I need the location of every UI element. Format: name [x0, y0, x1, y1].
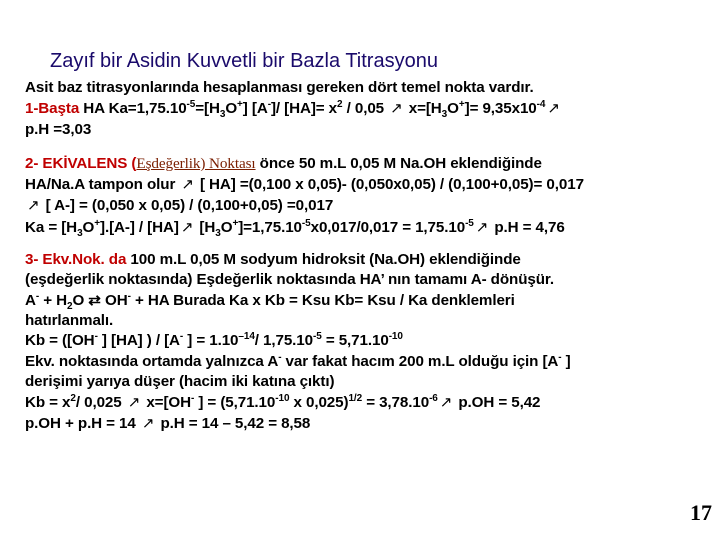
step3-line1: 3- Ekv.Nok. da 100 m.L 0,05 M sodyum hidroksit (Na.OH) eklendiğinde [25, 251, 521, 269]
step2-label: 2- EKİVALENS ( [25, 154, 137, 172]
arrow-icon [440, 392, 452, 412]
step2-line1: 2- EKİVALENS (Eşdeğerlik) Noktası önce 50 m.L 0,05 M Na.OH eklendiğinde [25, 154, 542, 172]
arrow-icon [390, 98, 402, 118]
step2-line2: HA/Na.A tampon olur ↗ [ HA] =(0,100 x 0,05)- (0,050x0,05) / (0,100+0,05)= 0,017 [25, 174, 715, 195]
step2-line3: ↗ [ A-] = (0,050 x 0,05) / (0,100+0,05) =0,017 [25, 195, 715, 216]
slide-title: Zayıf bir Asidin Kuvvetli bir Bazla Titrasyonu [50, 50, 438, 72]
arrow-icon [27, 195, 39, 215]
step3-line9: p.OH + p.H = 14 ↗ p.H = 14 – 5,42 = 8,58 [25, 413, 715, 434]
step3-line8: $Kb = x^2/$ 0,025 ↗ x=[OH- ] = ($5,71.10^{-10}$ x $0,025)^{1/2} = 3,78.10^{-6}↗$ p.OH = 5,42 [25, 392, 715, 413]
arrow-icon [476, 217, 488, 237]
step1-line: 1-Başta HA $Ka=1,75.10^{-5}=[H_3O^+]$ [A-]/ $[HA]= x^2 / 0,05$ ↗ $x=[H_3O^+]=$ $9,35x10^{-4}↗$ [25, 98, 715, 119]
intro-line: Asit baz titrasyonlarında hesaplanması gereken dört temel nokta vardır. [25, 79, 534, 96]
step1-ph: p.H =3,03 [25, 120, 92, 138]
step3-line5: Kb = ([OH- ] [HA] ) / [A- ] = $1.10^{-14}/$ $1,75.10^{-5} = 5,71.10^{-10}$ [25, 331, 403, 350]
arrow-icon [181, 174, 193, 194]
step3-line4: hatırlanmalı. [25, 311, 114, 329]
page-number: 17 [690, 500, 712, 525]
step3-line7: derişimi yarıya düşer (hacim iki katına çıktı) [25, 372, 335, 390]
slide-content [25, 78, 715, 435]
step3-line3: $A^- + H_2O$ ⇄ OH- + HA Burada Ka x Kb = Ksu Kb= Ksu / Ka denklemleri [25, 290, 515, 312]
step3-line2: (eşdeğerlik noktasında) Eşdeğerlik noktasında HA’ nın tamamı A- dönüşür. [25, 271, 554, 289]
step2-label-link: Eşdeğerlik) Noktası [136, 154, 256, 172]
step2-line4: $Ka = [H_3O^+].[A-]$ / [HA]↗ $[H_3O^+]=1,75.10^{-5}x0,017/0,017$ = $1,75.10^{-5}↗$ p.H = 4,76 [25, 217, 715, 238]
arrow-icon [181, 217, 193, 237]
arrow-icon [128, 392, 140, 412]
step3-label: 3- Ekv.Nok. da [25, 251, 127, 269]
arrow-icon [547, 98, 559, 118]
step1-label: 1-Başta [25, 100, 80, 118]
arrow-icon [142, 413, 154, 433]
step3-line6: Ekv. noktasında ortamda yalnızca A- var fakat hacım 200 m.L olduğu için [A- ] [25, 351, 571, 370]
